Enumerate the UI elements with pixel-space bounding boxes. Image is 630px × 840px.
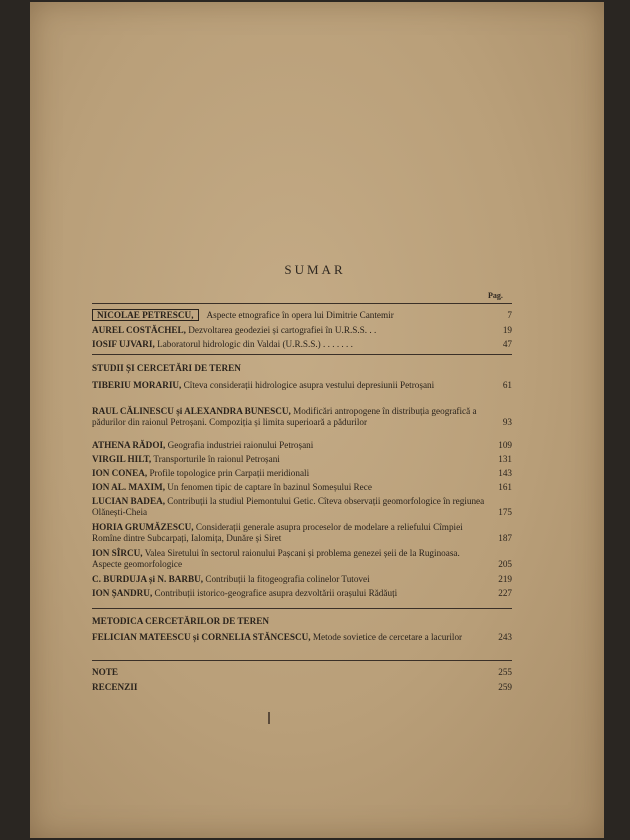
toc-page: 131 [498,454,512,464]
section-heading: METODICA CERCETĂRILOR DE TEREN [92,616,270,626]
top-rule [92,303,512,304]
toc-page: 143 [498,468,512,478]
toc-title: Considerații generale asupra proceselor de modelare a reliefului Cîmpiei Romîne dintre Subcarpați, Ialomița, Dunăre și Siret [92,522,463,543]
toc-page: 93 [502,417,512,427]
toc-author: HORIA GRUMĂZESCU, [92,522,194,532]
toc-page: 61 [502,380,512,390]
toc-title: Profile topologice prin Carpații meridionali [149,468,310,478]
toc-author: NICOLAE PETRESCU, [92,309,199,321]
section-recenzii [92,682,512,693]
toc-author: FELICIAN MATEESCU și CORNELIA STĂNCESCU, [92,632,311,642]
toc-author: VIRGIL HILT, [92,454,152,464]
toc-page: 175 [498,507,512,517]
toc-page: 187 [498,533,512,543]
toc-page: 109 [498,440,512,450]
toc-title: Contribuții la studiul Piemontului Getic. Cîteva observații geomorfologice în regiunea Olănești-Cheia [92,496,485,517]
toc-entry [92,588,512,599]
toc-page: 7 [507,310,512,320]
toc-title: Laboratorul hidrologic din Valdai (U.R.S.S.) . . . . . . . [157,339,353,349]
toc-page: 259 [498,682,512,692]
toc-page: 227 [498,588,512,598]
toc-title: Modificări antropogene în distribuția geografică a pădurilor din raionul Petroșani. Compoziția și limita superioară a pădurilor [92,406,477,427]
toc-author: LUCIAN BADEA, [92,496,165,506]
toc-title: Un fenomen tipic de captare în bazinul Someșului Rece [167,482,372,492]
toc-entry [92,496,512,518]
toc-entry [92,632,512,643]
toc-author: ATHENA RĂDOI, [92,440,166,450]
toc-title: Cîteva considerații hidrologice asupra vestului depresiunii Petroșani [183,380,435,390]
print-mark [268,712,270,724]
toc-author: RAUL CĂLINESCU și ALEXANDRA BUNESCU, [92,406,291,416]
toc-entry [92,548,512,570]
toc-page: 205 [498,559,512,569]
toc-entry [92,325,512,336]
section-rule [92,608,512,609]
toc-page: 255 [498,667,512,677]
toc-title: Aspecte etnografice în opera lui Dimitrie Cantemir [206,310,394,320]
toc-entry [92,482,512,493]
toc-author: ION CONEA, [92,468,148,478]
section-rule [92,660,512,661]
toc-entry [92,440,512,451]
toc-entry [92,406,512,428]
toc-entry [92,310,512,321]
toc-author: TIBERIU MORARIU, [92,380,182,390]
toc-page: 243 [498,632,512,642]
toc-author: ION SÎRCU, [92,548,143,558]
section-heading: STUDII ȘI CERCETĂRI DE TEREN [92,363,241,373]
toc-title: Transporturile în raionul Petroșani [153,454,280,464]
toc-page: 19 [502,325,512,335]
toc-entry [92,574,512,585]
recenzii-label: RECENZII [92,682,138,692]
toc-entry [92,522,512,544]
note-label: NOTE [92,667,119,677]
page-title: SUMAR [284,262,346,277]
toc-author: ION ȘANDRU, [92,588,153,598]
page-column-label: Pag. [488,291,503,300]
toc-page: 219 [498,574,512,584]
toc-title: Geografia industriei raionului Petroșani [167,440,314,450]
toc-page: 161 [498,482,512,492]
toc-entry [92,454,512,465]
section-note [92,667,512,678]
toc-title: Contribuții istorico-geografice asupra dezvoltării orașului Rădăuți [154,588,398,598]
toc-author: AUREL COSTĂCHEL, [92,325,186,335]
toc-title: Contribuții la fitogeografia colinelor Tutovei [205,574,370,584]
toc-entry [92,468,512,479]
toc-entry [92,380,512,391]
toc-author: C. BURDUJA și N. BARBU, [92,574,204,584]
toc-author: IOSIF UJVARI, [92,339,155,349]
toc-title: Dezvoltarea geodeziei și cartografiei în U.R.S.S. . . [188,325,377,335]
toc-title: Metode sovietice de cercetare a lacurilor [312,632,463,642]
toc-author: ION AL. MAXIM, [92,482,165,492]
section-rule [92,354,512,355]
toc-page: 47 [502,339,512,349]
toc-entry [92,339,512,350]
toc-title: Valea Siretului în sectorul raionului Pașcani și problema genezei șeii de la Ruginoasa. Aspecte geomorfologice [92,548,460,569]
